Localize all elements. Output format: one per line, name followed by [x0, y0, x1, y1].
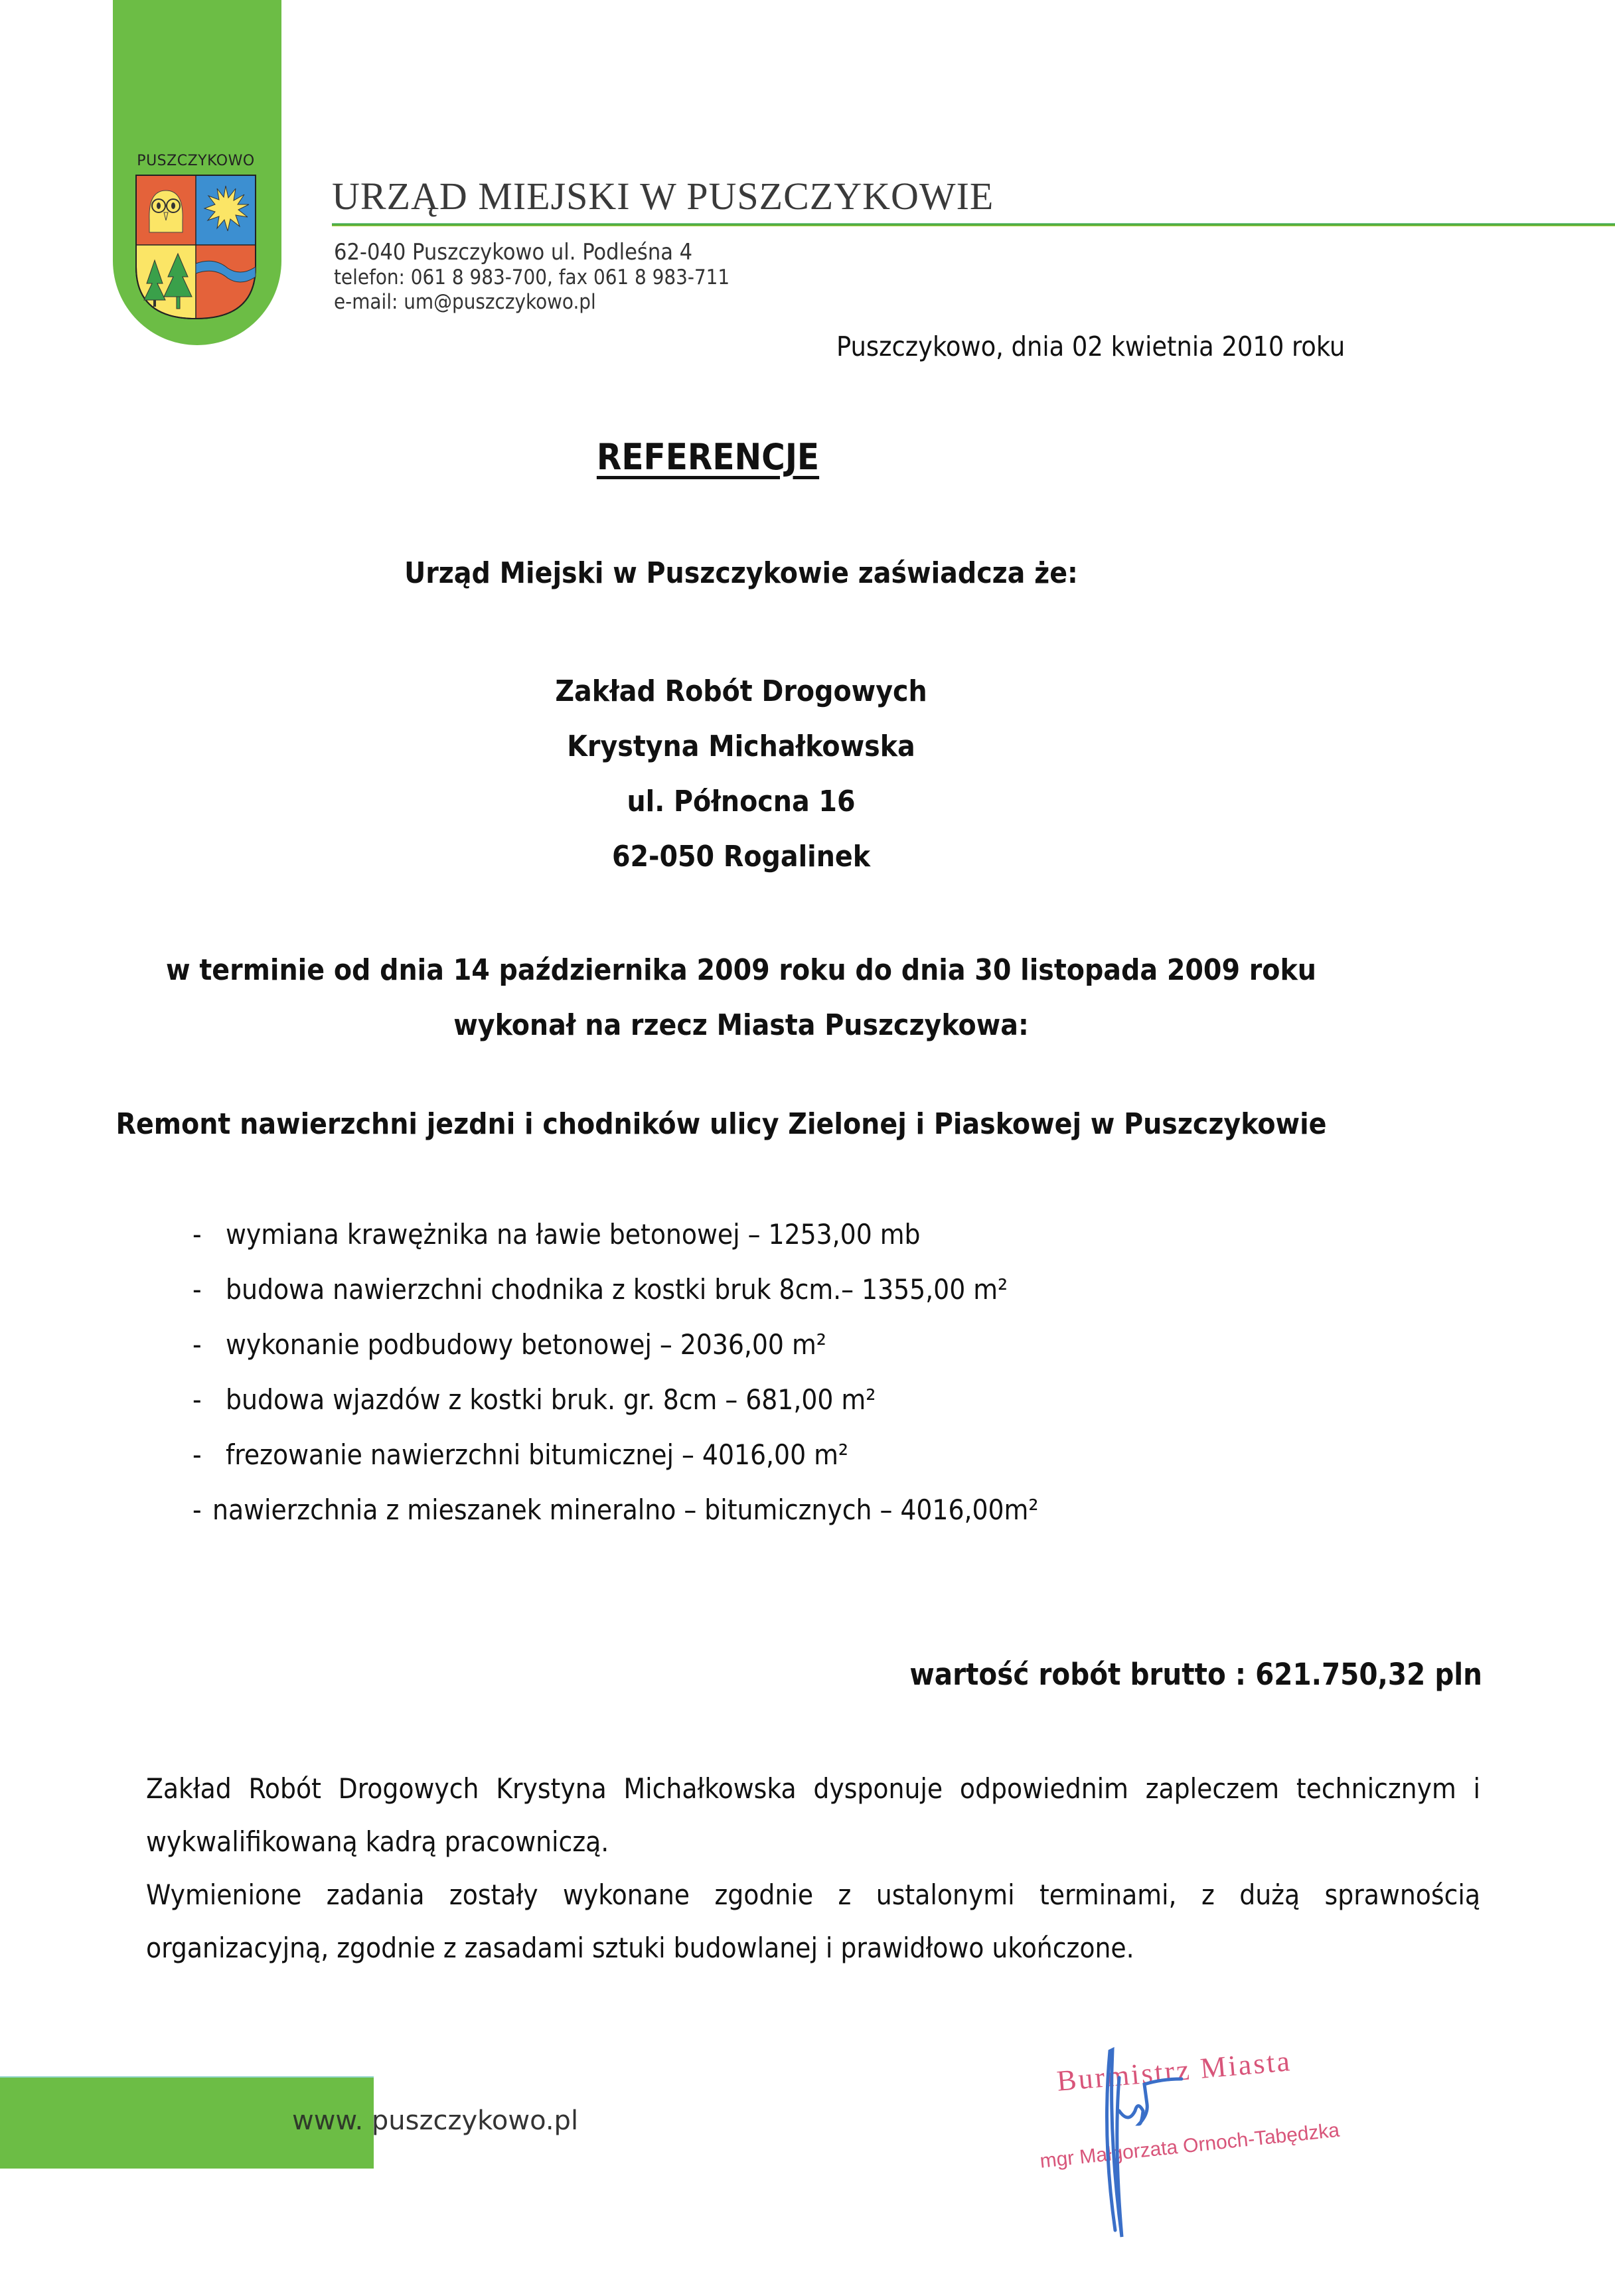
office-name: URZĄD MIEJSKI W PUSZCZYKOWIE — [332, 175, 994, 218]
period-dates: w terminie od dnia 14 października 2009 roku do dnia 30 listopada 2009 roku — [166, 953, 1316, 987]
stamp-name: mgr Małgorzata Ornoch-Tabędzka — [1039, 2119, 1341, 2173]
list-item: - nawierzchnia z mieszanek mineralno – bitumicznych – 4016,00m² — [192, 1490, 1039, 1545]
document-title: REFERENCJE — [596, 436, 820, 478]
list-item: - wymiana krawężnika na ławie betonowej – 1253,00 mb — [192, 1215, 1039, 1270]
contractor-city: 62-050 Rogalinek — [611, 840, 871, 874]
office-email: e-mail: um@puszczykowo.pl — [334, 290, 596, 314]
contractor-name: Zakład Robót Drogowych — [555, 674, 927, 708]
certification-statement: Urząd Miejski w Puszczykowie zaświadcza że: — [404, 556, 1078, 590]
bullet-dash: - — [192, 1493, 202, 1526]
date-line: Puszczykowo, dnia 02 kwietnia 2010 roku — [836, 331, 1346, 362]
bullet-dash: - — [192, 1273, 202, 1306]
contractor-block — [0, 664, 1549, 884]
footer-website — [292, 2105, 578, 2136]
footer-www-prefix: www. — [292, 2105, 364, 2136]
contractor-street: ul. Północna 16 — [627, 785, 856, 818]
total-value: wartość robót brutto : 621.750,32 pln — [909, 1657, 1482, 1692]
contractor-owner: Krystyna Michałkowska — [567, 729, 915, 763]
paragraph-capabilities: Zakład Robót Drogowych Krystyna Michałkowska dysponuje odpowiednim zapleczem technicznym i wykwalifikowaną kadrą pracowniczą. — [146, 1772, 1480, 1858]
office-phone-fax: telefon: 061 8 983-700, fax 061 8 983-711 — [334, 266, 730, 289]
list-item: - wykonanie podbudowy betonowej – 2036,00 m² — [192, 1325, 1039, 1380]
stamp-title: Burmistrz Miasta — [1055, 2044, 1293, 2098]
bullet-dash: - — [192, 1218, 202, 1251]
bullet-dash: - — [192, 1328, 202, 1361]
works-list — [192, 1215, 1039, 1545]
signature-icon — [1095, 2038, 1188, 2250]
coat-of-arms-label: PUSZCZYKOWO — [137, 153, 255, 169]
list-item: - budowa nawierzchni chodnika z kostki bruk 8cm.– 1355,00 m² — [192, 1270, 1039, 1325]
header-divider — [332, 223, 1615, 226]
bullet-dash: - — [192, 1383, 202, 1416]
project-title: Remont nawierzchni jezdni i chodników ulicy Zielonej i Piaskowej w Puszczykowie — [115, 1107, 1327, 1141]
coat-of-arms-icon — [135, 174, 257, 320]
paragraph-assessment: Wymienione zadania zostały wykonane zgodnie z ustalonymi terminami, z dużą sprawnością organizacyjną, zgodnie z zasadami sztuki budowlanej i prawidłowo ukończone. — [146, 1878, 1480, 1964]
period-block — [0, 943, 1549, 1053]
bullet-dash: - — [192, 1438, 202, 1471]
document-title-wrap — [0, 436, 1615, 478]
period-performed-for: wykonał na rzecz Miasta Puszczykowa: — [453, 1008, 1029, 1042]
footer-domain: puszczykowo.pl — [363, 2105, 579, 2136]
office-address: 62-040 Puszczykowo ul. Podleśna 4 — [334, 239, 693, 266]
list-item: - budowa wjazdów z kostki bruk. gr. 8cm – 681,00 m² — [192, 1380, 1039, 1435]
list-item: - frezowanie nawierzchni bitumicznej – 4016,00 m² — [192, 1435, 1039, 1490]
